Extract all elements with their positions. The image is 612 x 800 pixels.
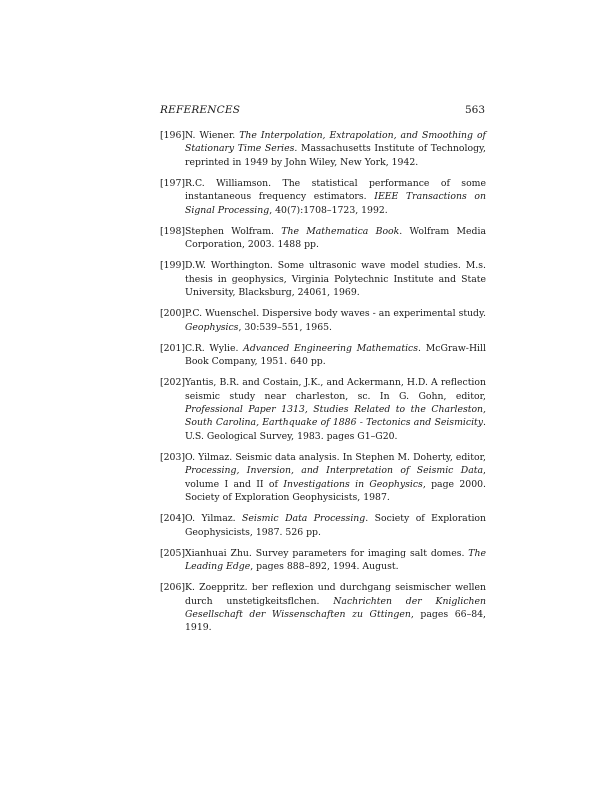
reference-title-italic: Professional Paper 1313, Studies Related to the Charleston, South Carolina, Earthquake of 1886 - Tectonics and Seismicity — [185, 404, 486, 429]
reference-entry — [160, 376, 486, 443]
reference-text — [185, 513, 486, 537]
reference-text — [185, 548, 486, 572]
reference-entry — [160, 225, 486, 252]
reference-text — [185, 308, 486, 332]
reference-text-part: P.C. Wuenschel. Dispersive body waves - an experimental study. — [185, 308, 486, 320]
reference-title-italic: Geophysics — [185, 321, 239, 333]
reference-text — [185, 452, 486, 503]
reference-text-part: R.C. Williamson. The statistical performance of some instantaneous frequency estimators. — [185, 177, 486, 203]
reference-text-part: . Wolfram Media Corporation, 2003. 1488 pp. — [185, 225, 487, 251]
reference-entry — [160, 307, 486, 334]
reference-entry — [160, 259, 486, 299]
reference-label: [202] — [160, 377, 185, 389]
reference-text — [185, 582, 486, 633]
reference-label: [201] — [160, 342, 185, 354]
reference-text-part: , 40(7):1708–1723, 1992. — [269, 204, 388, 216]
reference-text-part: , page 2000. Society of Exploration Geophysicists, 1987. — [185, 478, 486, 504]
reference-label: [203] — [160, 451, 185, 463]
reference-text-part: D.W. Worthington. Some ultrasonic wave model studies. M.s. thesis in geophysics, Virginia Polytechnic Institute and State University, Blacksburg, 24061, 1969. — [185, 260, 486, 299]
reference-title-italic: The Interpolation, Extrapolation, and Smoothing of Stationary Time Series. — [185, 130, 487, 155]
reference-title-italic: Seismic Data Processing — [242, 513, 366, 525]
reference-label: [206] — [160, 582, 185, 594]
reference-title-italic: The Mathematica Book — [281, 225, 400, 237]
reference-text-part: Xianhuai Zhu. Survey parameters for imaging salt domes. — [185, 547, 469, 559]
reference-text — [185, 226, 486, 250]
reference-title-italic: Advanced Engineering Mathematics — [243, 342, 419, 354]
reference-label: [196] — [160, 130, 185, 141]
reference-label: [204] — [160, 513, 185, 525]
reference-entry — [160, 129, 486, 169]
reference-title-italic: Processing, Inversion, and Interpretation of Seismic Data — [185, 465, 484, 477]
reference-text-part: , 30:539–551, 1965. — [238, 321, 332, 333]
reference-label: [198] — [160, 225, 185, 237]
reference-text-part: , pages 66–84, 1919. — [185, 609, 486, 634]
running-header — [160, 103, 485, 117]
section-title: REFERENCES — [160, 104, 241, 116]
page-number: 563 — [464, 104, 485, 116]
reference-title-italic: The Leading Edge — [185, 547, 486, 573]
reference-label: [205] — [160, 547, 185, 559]
reference-entry — [160, 342, 486, 369]
reference-text-part: . McGraw-Hill Book Company, 1951. 640 pp. — [185, 342, 486, 368]
reference-text — [185, 343, 486, 367]
reference-text-part: Stephen Wolfram. — [185, 225, 282, 237]
reference-entry — [160, 177, 486, 217]
reference-title-italic: IEEE Transactions on Signal Processing — [185, 191, 486, 216]
reference-text-part: N. Wiener. — [185, 130, 240, 141]
reference-entry — [160, 512, 486, 539]
reference-title-italic: Investigations in Geophysics — [283, 478, 423, 490]
reference-list — [160, 129, 486, 643]
reference-text-part: Massachusetts Institute of Technology, reprinted in 1949 by John Wiley, New York, 1942. — [185, 143, 487, 168]
reference-text — [185, 130, 486, 168]
reference-text-part: . Society of Exploration Geophysicists, 1987. 526 pp. — [185, 513, 487, 538]
reference-entry — [160, 451, 486, 505]
reference-text-part: , pages 888–892, 1994. August. — [250, 561, 399, 573]
reference-text-part: . U.S. Geological Survey, 1983. pages G1–G20. — [185, 417, 486, 442]
reference-text-part: O. Yilmaz. — [185, 513, 243, 525]
reference-text — [185, 260, 486, 298]
reference-label: [200] — [160, 308, 185, 320]
reference-text — [185, 178, 486, 216]
reference-text-part: C.R. Wylie. — [185, 342, 244, 354]
reference-text-part: K. Zoeppritz. ber reflexion und durchgang seismischer wellen durch unstetigkeitsflchen. — [185, 582, 486, 607]
reference-entry — [160, 581, 486, 635]
reference-text-part: O. Yilmaz. Seismic data analysis. In Stephen M. Doherty, editor, — [185, 451, 486, 463]
reference-entry — [160, 547, 486, 574]
reference-text — [185, 377, 486, 442]
reference-label: [199] — [160, 260, 185, 272]
reference-label: [197] — [160, 177, 185, 189]
reference-title-italic: Nachrichten der Kniglichen Gesellschaft der Wissenschaften zu Gttingen — [185, 595, 486, 621]
reference-text-part: , volume I and II of — [185, 465, 486, 490]
reference-text-part: Yantis, B.R. and Costain, J.K., and Ackermann, H.D. A reflection seismic study near charleston, sc. In G. Gohn, editor, — [185, 377, 486, 402]
